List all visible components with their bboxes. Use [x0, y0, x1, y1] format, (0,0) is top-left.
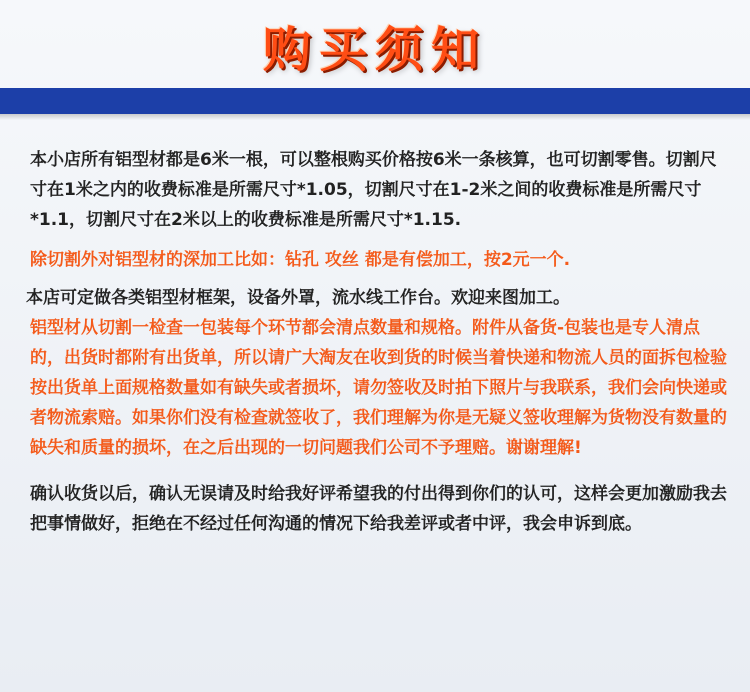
notice-content	[26, 145, 730, 539]
header-band-shadow	[0, 114, 750, 120]
processing-paragraph: 除切割外对铝型材的深加工比如：钻孔 攻丝 都是有偿加工，按2元一个.	[30, 250, 571, 270]
header-band	[0, 88, 750, 114]
inspection-paragraph: 铝型材从切割一检查一包装每个环节都会清点数量和规格。附件从备货-包装也是专人清点的，出货时都附有出货单，所以请广大淘友在收到货的时候当着快递和物流人员的面拆包检验按出货单上面规格数量如有缺失或者损坏，请勿签收及时拍下照片与我联系，我们会向快递或者物流索赔。如果你们没有检查就签收了，我们理解为你是无疑义签收理解为货物没有数量的缺失和质量的损坏，在之后出现的一切问题我们公司不予理赔。谢谢理解!	[30, 318, 727, 458]
page-title: 购买须知	[262, 21, 487, 78]
custom-frames-paragraph: 本店可定做各类铝型材框架，设备外罩，流水线工作台。欢迎来图加工。	[26, 288, 570, 308]
review-paragraph: 确认收货以后，确认无误请及时给我好评希望我的付出得到你们的认可，这样会更加激励我去把事情做好，拒绝在不经过任何沟通的情况下给我差评或者中评，我会申诉到底。	[30, 484, 727, 534]
pricing-paragraph: 本小店所有铝型材都是6米一根，可以整根购买价格按6米一条核算，也可切割零售。切割尺寸在1米之内的收费标准是所需尺寸*1.05，切割尺寸在1-2米之间的收费标准是所需尺寸*1.1，切割尺寸在2米以上的收费标准是所需尺寸*1.15.	[30, 150, 717, 230]
title-area	[0, 10, 750, 80]
